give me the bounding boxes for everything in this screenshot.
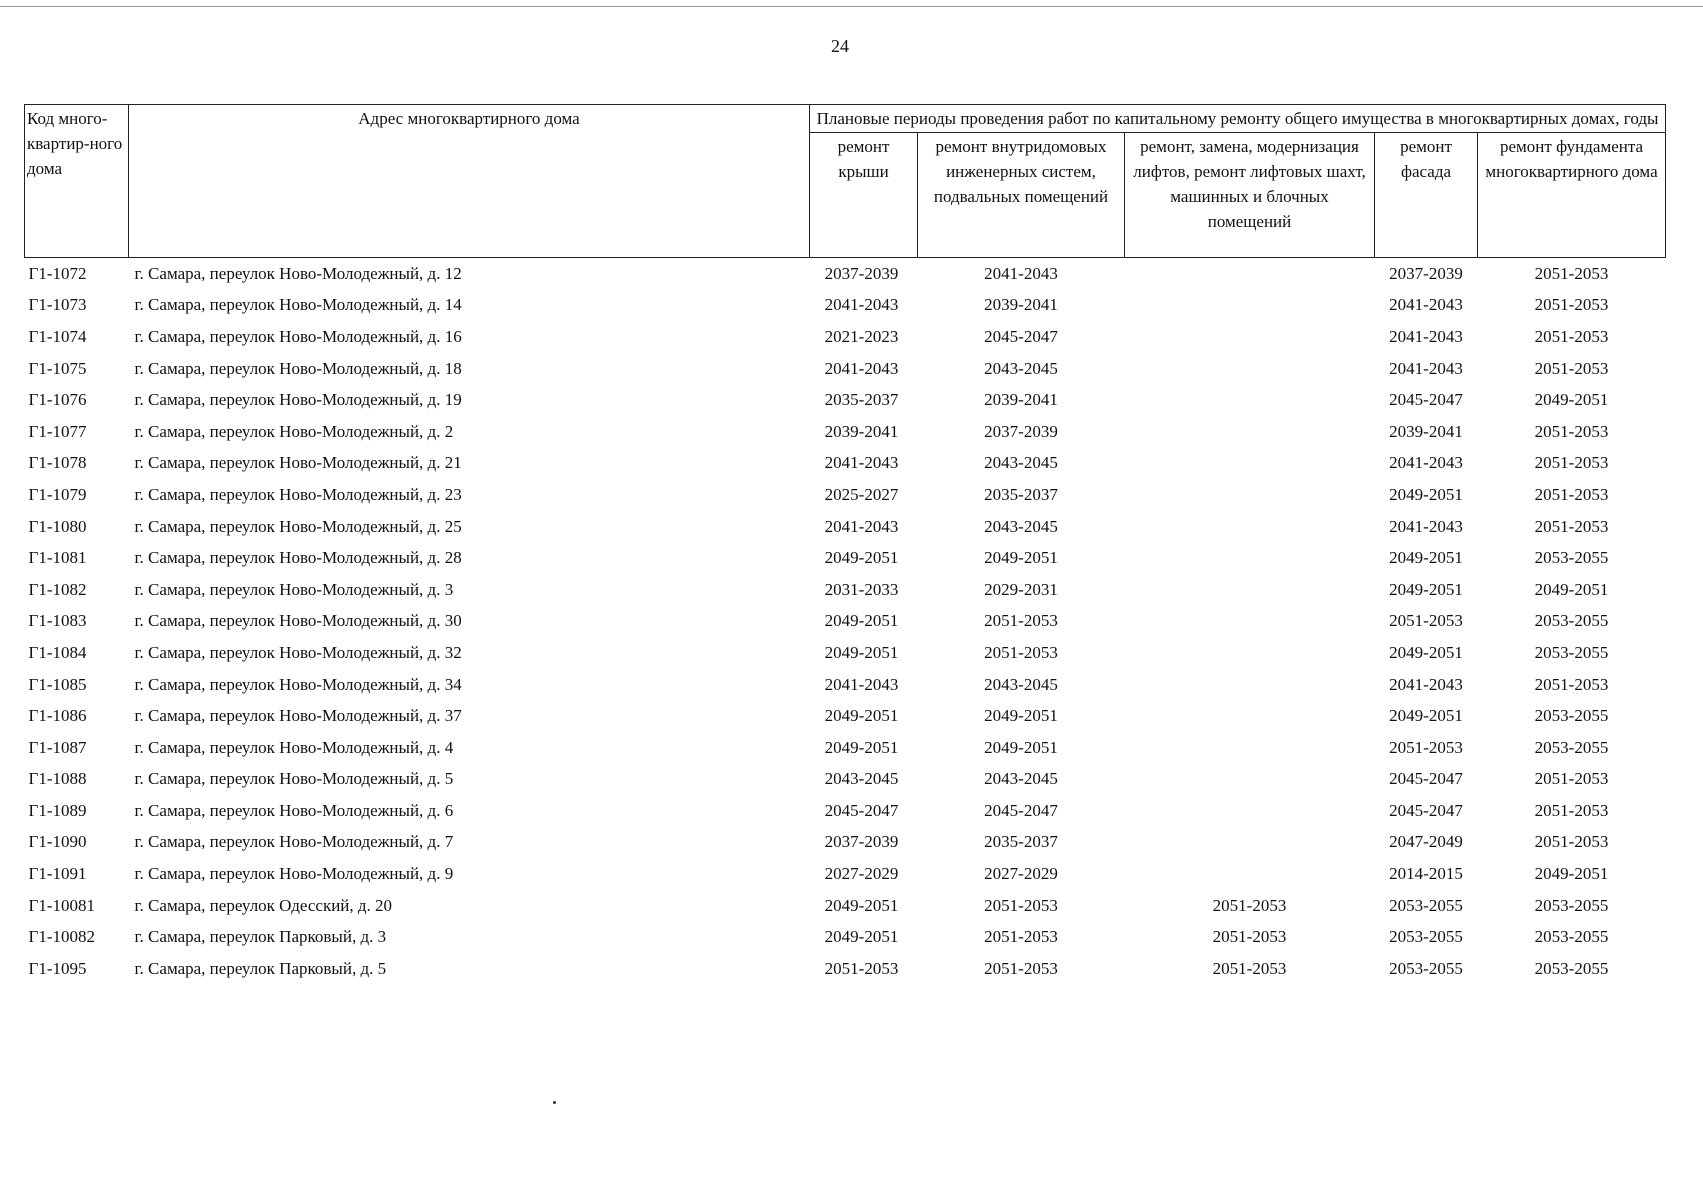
cell-address: г. Самара, переулок Ново-Молодежный, д. 28	[134, 548, 462, 568]
table-row	[25, 827, 1666, 859]
cell-foundation: 2049-2051	[1534, 390, 1609, 410]
cell-lift	[1125, 448, 1375, 480]
cell-engineering: 2029-2031	[984, 579, 1058, 599]
cell-facade: 2049-2051	[1389, 642, 1463, 662]
cell-roof: 2041-2043	[824, 516, 899, 536]
table-row	[25, 448, 1666, 480]
cell-facade: 2041-2043	[1389, 295, 1463, 315]
cell-foundation: 2049-2051	[1534, 579, 1609, 599]
cell-roof: 2041-2043	[824, 295, 899, 315]
cell-roof: 2043-2045	[824, 769, 899, 789]
cell-lift	[1125, 416, 1375, 448]
cell-code: Г1-1087	[28, 737, 87, 757]
cell-facade: 2037-2039	[1389, 263, 1463, 283]
cell-lift	[1125, 384, 1375, 416]
cell-address: г. Самара, переулок Ново-Молодежный, д. 3	[134, 579, 454, 599]
table-row	[25, 290, 1666, 322]
cell-foundation: 2053-2055	[1534, 642, 1609, 662]
table-row	[25, 795, 1666, 827]
header-engineering: ремонт внутридомовых инженерных систем, подвальных помещений	[918, 133, 1125, 258]
cell-address: г. Самара, переулок Ново-Молодежный, д. 30	[134, 611, 462, 631]
table-row	[25, 479, 1666, 511]
scan-speck	[553, 1101, 556, 1104]
cell-facade: 2045-2047	[1389, 390, 1463, 410]
cell-facade: 2049-2051	[1389, 548, 1463, 568]
cell-facade: 2047-2049	[1389, 832, 1463, 852]
cell-roof: 2049-2051	[824, 611, 899, 631]
cell-address: г. Самара, переулок Ново-Молодежный, д. 5	[134, 769, 454, 789]
cell-address: г. Самара, переулок Ново-Молодежный, д. 9	[134, 864, 454, 884]
cell-foundation: 2051-2053	[1534, 295, 1609, 315]
cell-code: Г1-1072	[28, 263, 87, 283]
header-address: Адрес многоквартирного дома	[129, 105, 810, 258]
table-row	[25, 637, 1666, 669]
cell-foundation: 2053-2055	[1534, 958, 1609, 978]
cell-roof: 2049-2051	[824, 927, 899, 947]
cell-code: Г1-1079	[28, 484, 87, 504]
cell-roof: 2027-2029	[824, 864, 899, 884]
cell-engineering: 2051-2053	[984, 642, 1058, 662]
header-code: Код много-квартир-ного дома	[25, 105, 129, 258]
cell-lift	[1125, 637, 1375, 669]
cell-address: г. Самара, переулок Ново-Молодежный, д. 18	[134, 358, 462, 378]
cell-roof: 2051-2053	[824, 958, 899, 978]
table-row	[25, 321, 1666, 353]
table-row	[25, 953, 1666, 985]
header-foundation: ремонт фундамента многоквартирного дома	[1478, 133, 1666, 258]
cell-engineering: 2051-2053	[984, 958, 1058, 978]
cell-code: Г1-1081	[28, 548, 87, 568]
cell-foundation: 2051-2053	[1534, 358, 1609, 378]
cell-lift	[1125, 700, 1375, 732]
cell-lift	[1125, 827, 1375, 859]
cell-address: г. Самара, переулок Ново-Молодежный, д. 14	[134, 295, 462, 315]
cell-code: Г1-1078	[28, 453, 87, 473]
cell-lift	[1125, 858, 1375, 890]
cell-roof: 2049-2051	[824, 642, 899, 662]
cell-engineering: 2043-2045	[984, 358, 1058, 378]
cell-facade: 2051-2053	[1389, 611, 1463, 631]
cell-address: г. Самара, переулок Ново-Молодежный, д. 19	[134, 390, 462, 410]
cell-foundation: 2053-2055	[1534, 706, 1609, 726]
cell-engineering: 2043-2045	[984, 769, 1058, 789]
cell-address: г. Самара, переулок Парковый, д. 5	[134, 958, 387, 978]
cell-code: Г1-1082	[28, 579, 87, 599]
table-row	[25, 700, 1666, 732]
cell-facade: 2053-2055	[1389, 895, 1463, 915]
cell-lift: 2051-2053	[1212, 927, 1287, 947]
cell-foundation: 2051-2053	[1534, 516, 1609, 536]
cell-facade: 2039-2041	[1389, 421, 1463, 441]
cell-lift	[1125, 732, 1375, 764]
cell-address: г. Самара, переулок Ново-Молодежный, д. 12	[134, 263, 462, 283]
cell-address: г. Самара, переулок Ново-Молодежный, д. 2	[134, 421, 454, 441]
table-row	[25, 542, 1666, 574]
cell-code: Г1-1077	[28, 421, 87, 441]
cell-roof: 2041-2043	[824, 674, 899, 694]
table-row	[25, 669, 1666, 701]
table-row	[25, 890, 1666, 922]
cell-roof: 2021-2023	[824, 326, 899, 346]
cell-roof: 2049-2051	[824, 548, 899, 568]
cell-engineering: 2039-2041	[984, 390, 1058, 410]
cell-lift: 2051-2053	[1212, 958, 1287, 978]
table-row	[25, 606, 1666, 638]
cell-address: г. Самара, переулок Ново-Молодежный, д. 34	[134, 674, 462, 694]
cell-code: Г1-1091	[28, 864, 87, 884]
cell-address: г. Самара, переулок Ново-Молодежный, д. 6	[134, 800, 454, 820]
cell-facade: 2041-2043	[1389, 453, 1463, 473]
repair-schedule-table	[24, 104, 1666, 985]
cell-roof: 2049-2051	[824, 737, 899, 757]
cell-code: Г1-10082	[28, 927, 95, 947]
cell-roof: 2037-2039	[824, 263, 899, 283]
cell-address: г. Самара, переулок Ново-Молодежный, д. 7	[134, 832, 454, 852]
cell-engineering: 2035-2037	[984, 484, 1058, 504]
cell-engineering: 2051-2053	[984, 927, 1058, 947]
cell-foundation: 2051-2053	[1534, 326, 1609, 346]
cell-foundation: 2051-2053	[1534, 421, 1609, 441]
cell-lift	[1125, 574, 1375, 606]
cell-engineering: 2045-2047	[984, 326, 1058, 346]
cell-foundation: 2053-2055	[1534, 611, 1609, 631]
cell-foundation: 2051-2053	[1534, 484, 1609, 504]
cell-roof: 2041-2043	[824, 358, 899, 378]
cell-code: Г1-1076	[28, 390, 87, 410]
table-row	[25, 511, 1666, 543]
cell-foundation: 2053-2055	[1534, 548, 1609, 568]
header-facade: ремонт фасада	[1375, 133, 1478, 258]
table-header	[25, 105, 1666, 258]
cell-code: Г1-1080	[28, 516, 87, 536]
cell-code: Г1-1089	[28, 800, 87, 820]
cell-foundation: 2051-2053	[1534, 769, 1609, 789]
cell-roof: 2041-2043	[824, 453, 899, 473]
cell-lift	[1125, 353, 1375, 385]
cell-engineering: 2043-2045	[984, 674, 1058, 694]
cell-facade: 2049-2051	[1389, 484, 1463, 504]
cell-address: г. Самара, переулок Ново-Молодежный, д. 37	[134, 706, 462, 726]
cell-lift	[1125, 795, 1375, 827]
cell-foundation: 2053-2055	[1534, 927, 1609, 947]
table-row	[25, 384, 1666, 416]
cell-roof: 2037-2039	[824, 832, 899, 852]
page-number: 24	[831, 36, 849, 56]
cell-address: г. Самара, переулок Ново-Молодежный, д. 25	[134, 516, 462, 536]
cell-lift	[1125, 321, 1375, 353]
cell-engineering: 2051-2053	[984, 895, 1058, 915]
cell-engineering: 2049-2051	[984, 548, 1058, 568]
cell-foundation: 2051-2053	[1534, 674, 1609, 694]
table-row	[25, 732, 1666, 764]
cell-foundation: 2053-2055	[1534, 895, 1609, 915]
cell-address: г. Самара, переулок Одесский, д. 20	[134, 895, 393, 915]
cell-address: г. Самара, переулок Ново-Молодежный, д. 4	[134, 737, 454, 757]
cell-lift	[1125, 511, 1375, 543]
cell-roof: 2031-2033	[824, 579, 899, 599]
cell-roof: 2025-2027	[824, 484, 899, 504]
cell-engineering: 2049-2051	[984, 706, 1058, 726]
cell-engineering: 2045-2047	[984, 800, 1058, 820]
cell-engineering: 2043-2045	[984, 516, 1058, 536]
cell-facade: 2049-2051	[1389, 579, 1463, 599]
cell-foundation: 2051-2053	[1534, 453, 1609, 473]
cell-engineering: 2041-2043	[984, 263, 1058, 283]
cell-roof: 2035-2037	[824, 390, 899, 410]
cell-foundation: 2053-2055	[1534, 737, 1609, 757]
table-row	[25, 258, 1666, 290]
cell-code: Г1-1073	[28, 295, 87, 315]
cell-lift	[1125, 669, 1375, 701]
cell-engineering: 2039-2041	[984, 295, 1058, 315]
cell-lift	[1125, 606, 1375, 638]
cell-facade: 2041-2043	[1389, 326, 1463, 346]
cell-foundation: 2051-2053	[1534, 832, 1609, 852]
table-row	[25, 921, 1666, 953]
cell-address: г. Самара, переулок Парковый, д. 3	[134, 927, 387, 947]
table-row	[25, 764, 1666, 796]
cell-address: г. Самара, переулок Ново-Молодежный, д. 21	[134, 453, 462, 473]
cell-facade: 2045-2047	[1389, 769, 1463, 789]
cell-engineering: 2049-2051	[984, 737, 1058, 757]
cell-engineering: 2043-2045	[984, 453, 1058, 473]
cell-facade: 2049-2051	[1389, 706, 1463, 726]
cell-facade: 2045-2047	[1389, 800, 1463, 820]
cell-facade: 2014-2015	[1389, 864, 1463, 884]
cell-engineering: 2027-2029	[984, 864, 1058, 884]
cell-foundation: 2049-2051	[1534, 864, 1609, 884]
cell-facade: 2041-2043	[1389, 674, 1463, 694]
cell-roof: 2045-2047	[824, 800, 899, 820]
cell-code: Г1-1086	[28, 706, 87, 726]
table-row	[25, 353, 1666, 385]
cell-address: г. Самара, переулок Ново-Молодежный, д. 32	[134, 642, 462, 662]
cell-lift	[1125, 542, 1375, 574]
cell-facade: 2041-2043	[1389, 358, 1463, 378]
cell-facade: 2041-2043	[1389, 516, 1463, 536]
table-body	[25, 258, 1666, 985]
cell-engineering: 2051-2053	[984, 611, 1058, 631]
cell-code: Г1-1075	[28, 358, 87, 378]
table-row	[25, 574, 1666, 606]
cell-code: Г1-1084	[28, 642, 87, 662]
cell-roof: 2049-2051	[824, 706, 899, 726]
cell-facade: 2051-2053	[1389, 737, 1463, 757]
cell-engineering: 2037-2039	[984, 421, 1058, 441]
cell-code: Г1-1083	[28, 611, 87, 631]
cell-code: Г1-10081	[28, 895, 95, 915]
cell-address: г. Самара, переулок Ново-Молодежный, д. 16	[134, 326, 462, 346]
cell-code: Г1-1095	[28, 958, 87, 978]
cell-address: г. Самара, переулок Ново-Молодежный, д. 23	[134, 484, 462, 504]
cell-lift	[1125, 290, 1375, 322]
cell-foundation: 2051-2053	[1534, 800, 1609, 820]
cell-facade: 2053-2055	[1389, 958, 1463, 978]
cell-foundation: 2051-2053	[1534, 263, 1609, 283]
cell-code: Г1-1090	[28, 832, 87, 852]
cell-code: Г1-1085	[28, 674, 87, 694]
table-row	[25, 416, 1666, 448]
header-roof: ремонт крыши	[810, 133, 918, 258]
header-periods-group: Плановые периоды проведения работ по капитальному ремонту общего имущества в многоквартирных домах, годы	[810, 105, 1666, 133]
cell-facade: 2053-2055	[1389, 927, 1463, 947]
cell-roof: 2039-2041	[824, 421, 899, 441]
cell-roof: 2049-2051	[824, 895, 899, 915]
cell-lift: 2051-2053	[1212, 895, 1287, 915]
scan-edge-line	[0, 6, 1703, 7]
cell-lift	[1125, 258, 1375, 290]
cell-code: Г1-1074	[28, 326, 87, 346]
cell-lift	[1125, 479, 1375, 511]
cell-lift	[1125, 764, 1375, 796]
table-row	[25, 858, 1666, 890]
header-lift: ремонт, замена, модернизация лифтов, ремонт лифтовых шахт, машинных и блочных помещений	[1125, 133, 1375, 258]
cell-engineering: 2035-2037	[984, 832, 1058, 852]
cell-code: Г1-1088	[28, 769, 87, 789]
